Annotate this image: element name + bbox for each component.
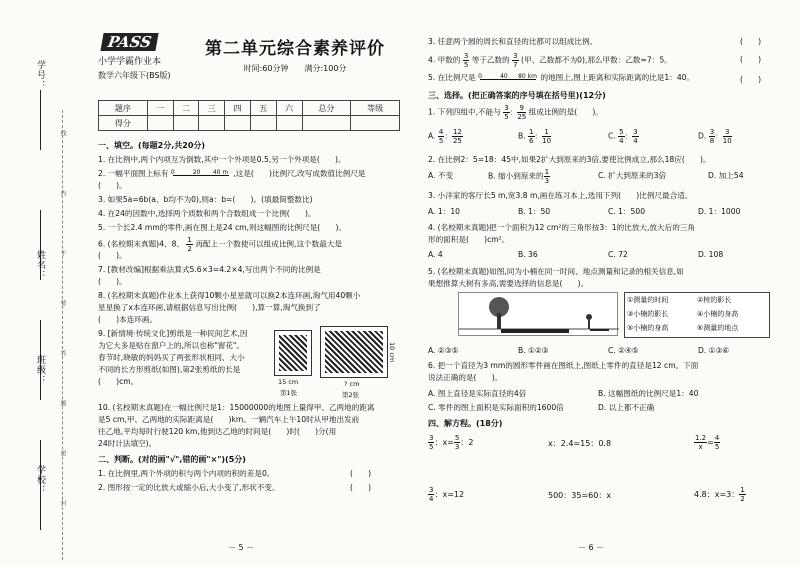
question-fill-8-line3: ( )本连环画。 <box>98 315 158 324</box>
score-row-label: 得分 <box>99 116 148 131</box>
info-label: ⑤小楠的身高 <box>627 324 669 332</box>
question-fill-9-line2: 为它大多是贴在窗户上的,所以也称"窗花"。 <box>98 341 245 350</box>
info-label: ①测量的时间 <box>627 296 669 304</box>
page-title: 第二单元综合素养评价 <box>205 39 385 59</box>
answer-paren[interactable]: ( ) <box>740 75 762 84</box>
papercut-2-caption: 第2张 <box>342 391 360 399</box>
score-cell[interactable] <box>225 116 251 131</box>
section-heading-equation: 四、解方程。(18分) <box>428 419 503 428</box>
question-fill-7-tail: ( )。 <box>98 277 127 286</box>
score-header-cell: 总分 <box>302 101 351 116</box>
equation-text: ：x= <box>434 438 454 447</box>
question-fill-5: 5. 一个长2.4 mm的零件,画在图上是24 cm,则这幅图的比例尺是( )。 <box>98 223 346 232</box>
info-label: ③小楠的影长 <box>627 310 669 318</box>
score-cell[interactable] <box>276 116 302 131</box>
seal-line <box>62 110 63 560</box>
info-label: ⑥测量的地点 <box>697 324 739 332</box>
section-heading-choice: 三、选择。(把正确答案的序号填在括号里)(12分) <box>428 91 606 100</box>
label-student-id: 学号： <box>35 60 45 90</box>
equation-text: ：2 <box>460 438 474 447</box>
option-c1-c[interactable]: C. $\frac{5}{4}$ ： $\frac{3}{4}$ <box>608 128 638 145</box>
option-c5-a[interactable]: A. ②③⑤ <box>428 346 459 355</box>
answer-paren[interactable]: ( ) <box>740 55 762 64</box>
option-c1-d[interactable]: D. $\frac{3}{8}$ ： $\frac{3}{10}$ <box>698 128 732 145</box>
answer-paren[interactable]: ( ) <box>350 483 372 492</box>
question-fill-9: 9. [新情境·传统文化]剪纸是一种民间艺术,因 <box>98 329 248 338</box>
papercut-image-2 <box>320 326 388 378</box>
section-heading-fill: 一、填空。(每题2分,共20分) <box>98 141 206 150</box>
option-c4-b[interactable]: B. 36 <box>518 250 538 259</box>
question-judge-5 <box>428 72 738 83</box>
section-heading-judge: 二、判断。(对的画"√",错的画"×")(5分) <box>98 455 246 464</box>
papercut-2-height: 10 cm <box>388 342 396 363</box>
scale-tick: 20 <box>192 169 201 176</box>
brand-grade: 数学六年级下(BS版) <box>98 71 171 80</box>
papercut-image-1 <box>274 330 312 376</box>
question-text: 4. 甲数的 <box>428 55 461 65</box>
equation-text: 4.8：x=3： <box>694 490 740 499</box>
question-choice-2: 2. 在比例2：5=18：45中,如果2扩大到原来的3倍,要使比例成立,那么18应( )。 <box>428 155 711 164</box>
page-number-right: － 6 － <box>578 543 605 552</box>
binding-margin <box>6 20 88 556</box>
label-name: 姓名： <box>35 250 45 280</box>
equation-4: $\frac{3}{4}$ ：x=12 <box>429 486 465 503</box>
question-text: 6. (名校期末真题)4、8、 <box>98 239 184 249</box>
option-c4-a[interactable]: A. 4 <box>428 250 443 259</box>
question-choice-5-line2: 果想推算大树有多高,需要选择的信息是( )。 <box>428 279 589 288</box>
option-c3-a[interactable]: A. 1：10 <box>428 207 460 216</box>
option-c6-d[interactable]: D. 以上都不正确 <box>598 403 655 412</box>
seal-word: 要 <box>59 300 66 306</box>
scale-bar <box>478 73 538 83</box>
question-fill-10: 10. (名校期末真题)在一幅比例尺是1：15000000的地图上量得甲、乙两地的距离 <box>98 403 375 412</box>
question-choice-6-line2: 说法正确的是( )。 <box>428 373 503 382</box>
page-left <box>98 30 398 560</box>
score-table <box>98 100 400 131</box>
answer-paren[interactable]: ( ) <box>350 469 372 478</box>
question-fill-9-line4: 不同的长方形剪纸(如图),第2张剪纸的长是 <box>98 365 241 374</box>
score-header-cell: 一 <box>147 101 173 116</box>
scale-tick: 40 <box>500 73 508 80</box>
question-fill-8-line2: 星星换了x本连环画,请根据信息写出比例( ),算一算,淘气换到了 <box>98 303 321 312</box>
scale-tick: 0 <box>478 73 482 80</box>
exam-meta: 时间:60分钟 满分:100分 <box>243 64 347 73</box>
question-fill-9-line5: ( )cm。 <box>98 377 139 386</box>
score-cell[interactable] <box>351 116 400 131</box>
option-c4-c[interactable]: C. 72 <box>608 250 628 259</box>
page-right <box>428 30 778 560</box>
seal-word: 线 <box>59 130 66 136</box>
fraction: $\frac{3}{5}$ <box>463 52 469 69</box>
score-cell[interactable] <box>302 116 351 131</box>
score-header-cell: 六 <box>276 101 302 116</box>
scale-bar <box>171 169 231 179</box>
question-fill-2 <box>98 168 400 179</box>
question-judge-2: 2. 图形按一定的比放大或缩小后,大小变了,形状不变。 <box>98 483 280 492</box>
question-fill-8: 8. (名校期末真题)作业本上获得10颗小星星就可以换2本连环画,淘气用40颗小 <box>98 291 361 300</box>
question-choice-4: 4. (名校期末真题)把一个面积为12 cm²的三角形按3：1的比放大,放大后的三角 <box>428 223 695 232</box>
brand-logo: PASS <box>100 33 158 51</box>
seal-word: 题 <box>59 400 66 406</box>
papercut-1-width: 15 cm <box>278 378 299 386</box>
scale-tick: 40 m <box>212 169 229 176</box>
page-number-left: － 5 － <box>228 543 255 552</box>
id-line <box>40 90 41 150</box>
info-label: ④小楠的身高 <box>697 310 739 318</box>
score-header-cell: 等级 <box>351 101 400 116</box>
score-header-cell: 二 <box>173 101 199 116</box>
question-choice-5: 5. (名校期末真题)如图,同为小楠在同一时间、地点测量和记录的相关信息,如 <box>428 267 684 276</box>
question-choice-6: 6. 把一个直径为3 mm的圆形零件画在图纸上,图纸上零件的直径是12 cm。下面 <box>428 361 699 370</box>
info-label: ②树的影长 <box>697 296 732 304</box>
score-header-cell: 五 <box>250 101 276 116</box>
option-c2-c[interactable]: C. 扩大到原来的3倍 <box>598 171 667 180</box>
question-choice-3: 3. 小洋家的客厅长5 m,宽3.8 m,画在练习本上,选用下列( )比例尺最合适。 <box>428 191 693 200</box>
fraction: $\frac{1}{2}$ <box>187 236 192 253</box>
question-choice-4-line2: 形的面积是( )cm²。 <box>428 235 510 244</box>
equation-text: = <box>707 438 714 447</box>
question-text: 再配上一个数使可以组成比例,这个数最大是 <box>195 239 343 249</box>
score-input-row <box>99 116 400 131</box>
scale-tick: 0 <box>170 169 175 176</box>
question-text: 等于乙数的 <box>471 55 510 65</box>
seal-word: 密 <box>59 450 66 456</box>
question-fill-4: 4. 在24的因数中,选择两个质数和两个合数组成一个比例( )。 <box>98 209 316 218</box>
label-class: 班级： <box>35 355 45 385</box>
seal-word: 内 <box>59 190 66 196</box>
score-cell[interactable] <box>199 116 225 131</box>
option-c3-d[interactable]: D. 1：1000 <box>698 207 741 216</box>
equation-text: ：x=12 <box>434 490 465 499</box>
score-cell[interactable] <box>173 116 199 131</box>
option-c5-c[interactable]: C. ②④⑤ <box>608 346 639 355</box>
equation-2: x：2.4=15：0.8 <box>548 439 612 448</box>
score-header-cell: 四 <box>225 101 251 116</box>
scale-tick: 80 km <box>518 73 537 80</box>
info-labels <box>624 292 770 338</box>
fraction: $\frac{3}{7}$ <box>513 52 518 69</box>
seal-word: 不 <box>59 250 66 256</box>
option-c2-b[interactable]: B. 缩小到原来的 $\frac{1}{3}$ <box>488 168 550 185</box>
score-cell[interactable] <box>250 116 276 131</box>
question-fill-9-line3: 春节时,晓敏的妈妈买了两张形状相同、大小 <box>98 353 245 362</box>
fraction: $\frac{3}{5}$ <box>504 104 509 121</box>
option-c2-a[interactable]: A. 不变 <box>428 171 454 180</box>
option-c2-d[interactable]: D. 加上54 <box>708 171 744 180</box>
equation-6: 4.8：x=3： $\frac{1}{2}$ <box>694 486 745 503</box>
seal-word: 答 <box>59 350 66 356</box>
papercut-1-caption: 第1张 <box>280 389 298 397</box>
equation-1: $\frac{3}{5}$ ：x= $\frac{5}{3}$ ：2 <box>429 434 474 451</box>
question-choice-1: 1. 下列四组中,不能与 $\frac{3}{5}$ ： $\frac{9}{25}$ 组成比例的是( )。 <box>428 104 603 121</box>
seal-word: 封 <box>59 500 66 506</box>
option-c5-b[interactable]: B. ①②③ <box>518 346 549 355</box>
question-text: 2. 一幅平面图上标有 <box>98 169 169 178</box>
question-judge-3: 3. 任意两个圆的周长和直径的比都可以组成比例。 <box>428 37 598 46</box>
question-text: 组成比例的是( )。 <box>528 107 603 117</box>
score-header-cell: 题序 <box>99 101 148 116</box>
brand-block <box>98 32 182 92</box>
score-header-row <box>99 101 400 116</box>
question-fill-1: 1. 在比例中,两个内项互为倒数,其中一个外项是0.5,另一个外项是( )。 <box>98 155 346 164</box>
equation-5: 500：35=60：x <box>548 491 612 500</box>
option-c6-c[interactable]: C. 零件的图上面积是实际面积的1600倍 <box>428 403 564 412</box>
option-c6-b[interactable]: B. 这幅图纸的比例尺是1：40 <box>598 389 699 398</box>
answer-paren[interactable]: ( ) <box>740 37 762 46</box>
question-fill-10-line3: 往乙地,平均每时行驶120 km,他到达乙地的时间是( )时( )分(用 <box>98 427 337 436</box>
question-text: 的地图上,图上距离和实际距离的比是1：40。 <box>540 73 695 82</box>
question-fill-7: 7. [教材改编]根据乘法算式5.6×3=4.2×4,写出两个不同的比例是 <box>98 265 321 274</box>
question-fill-6-tail: ( )。 <box>98 251 127 260</box>
question-fill-2-tail: ( )。 <box>98 181 127 190</box>
question-text: 5. 在比例尺是 <box>428 73 476 82</box>
option-c5-d[interactable]: D. ①③⑥ <box>698 346 730 355</box>
question-text: ,这是( )比例尺,改写成数值比例尺是 <box>233 169 366 178</box>
option-c3-b[interactable]: B. 1：50 <box>518 207 551 216</box>
question-fill-10-line4: 24时计法填空)。 <box>98 439 157 448</box>
question-fill-10-line2: 是5 cm,甲、乙两地的实际距离是( )km。一辆汽车上午10时从甲地出发前 <box>98 415 360 424</box>
option-c1-b[interactable]: B. $\frac{1}{6}$ ： $\frac{1}{10}$ <box>518 128 552 145</box>
score-header-cell: 三 <box>199 101 225 116</box>
question-judge-4 <box>428 52 738 69</box>
title-block <box>190 34 400 74</box>
question-text: 1. 下列四组中,不能与 <box>428 107 501 117</box>
option-c4-d[interactable]: D. 108 <box>698 250 724 259</box>
question-fill-3: 3. 如果5a=6b(a、b均不为0),则a：b=( )。(填最简整数比) <box>98 195 313 204</box>
option-c3-c[interactable]: C. 1：500 <box>608 207 646 216</box>
option-c6-a[interactable]: A. 图上直径是实际直径的4倍 <box>428 389 527 398</box>
option-c1-a[interactable]: A. $\frac{4}{5}$ ： $\frac{12}{25}$ <box>428 128 462 145</box>
question-text: (甲、乙数都不为0),那么甲数：乙数=7：5。 <box>521 55 672 65</box>
fraction: $\frac{9}{25}$ <box>517 104 527 121</box>
question-judge-1: 1. 在比例里,两个外项的积与两个内项的积的差是0。 <box>98 469 275 478</box>
papercut-2-width: ? cm <box>344 380 360 388</box>
brand-series: 小学学霸作业本 <box>98 57 162 67</box>
label-school: 学校： <box>35 465 45 495</box>
equation-3: $\frac{1.2}{x}$ = $\frac{4}{5}$ <box>695 434 720 451</box>
score-cell[interactable] <box>147 116 173 131</box>
shadow-illustration <box>458 292 618 336</box>
tree-and-child-icon <box>459 293 619 337</box>
